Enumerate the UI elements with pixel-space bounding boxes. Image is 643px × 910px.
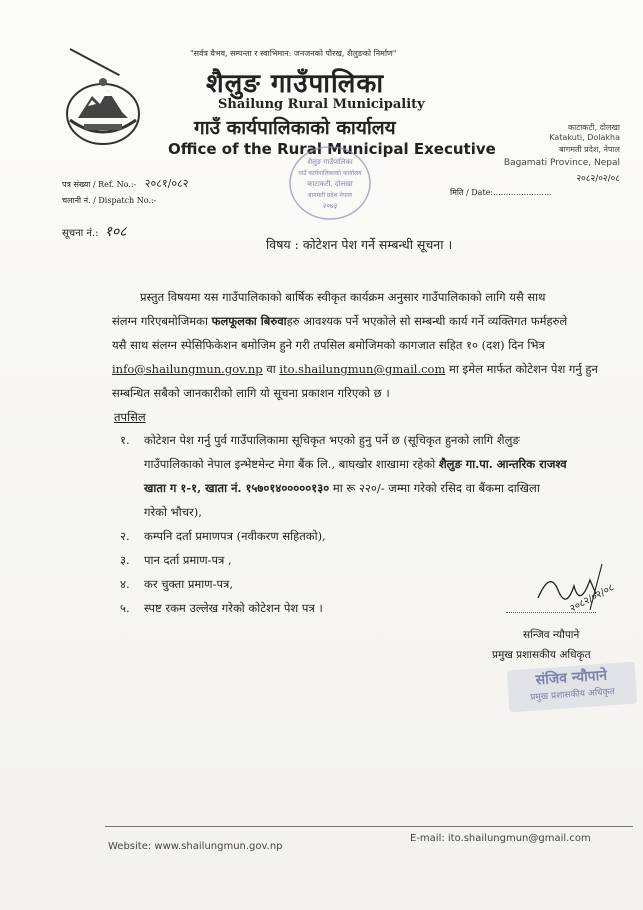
- dispatch-label: चलानी नं. / Dispatch No.:-: [62, 196, 157, 205]
- body-line-5: सम्बन्धित सबैको जानकारीको लागि यो सूचना प्रकाशन गरिएको छ ।: [112, 386, 390, 400]
- corner-mark: [70, 48, 120, 76]
- list-item: ४. कर चुक्ता प्रमाण-पत्र,: [120, 577, 233, 591]
- municipality-name-en: Shailung Rural Municipality: [218, 97, 425, 112]
- nepal-emblem-icon: [62, 74, 144, 148]
- office-name-np: गाउँ कार्यपालिकाको कार्यालय: [194, 117, 396, 139]
- notice-body: [112, 285, 632, 405]
- address-en: Katakuti, Dolakha: [549, 133, 620, 142]
- footer-divider: [105, 826, 633, 827]
- date-label: मिति / Date:.......................: [450, 188, 552, 197]
- footer-email[interactable]: E-mail: ito.shailungmun@gmail.com: [410, 833, 591, 844]
- signature-scrawl: [530, 560, 630, 620]
- list-item: १. कोटेशन पेश गर्नु पुर्व गाउँपालिकामा सूचिकृत भएको हुनु पर्ने छ (सूचिकृत हुनको लागि शैलुङ गाउँपालिकाको नेपाल इन्भेष्टमेन्ट मेगा बैंक लि., बाघखोर शाखामा रहेको शैलुङ गा.पा. आन्तरिक राजश्व खाता ग १-१, खाता नं. १५७०१४०००००१३० मा रू २२०/- जम्मा गरेको रसिद वा बैंकमा दाखिला गरेको भौचर),: [120, 433, 567, 519]
- municipality-name-np: शैलुङ गाउँपालिका: [206, 69, 385, 99]
- body-line-4: info@shailungmun.gov.np वा ito.shailungmun@gmail.com मा इमेल मार्फत कोटेशन पेश गर्नु हुन: [112, 362, 598, 376]
- notice-number-label: सूचना नं.:: [62, 228, 99, 239]
- list-item: २. कम्पनि दर्ता प्रमाणपत्र (नवीकरण सहितको),: [120, 529, 326, 543]
- stamp-line4: बागमती प्रदेश नेपाल: [308, 192, 352, 199]
- motto: "सर्वत्र वैभव, सम्पन्ता र स्वाभिमान: जनजनको पौरख, शैलुङको निर्माण": [190, 49, 397, 58]
- notice-number: [62, 222, 127, 241]
- signatory-name: सन्जिव न्यौपाने: [523, 629, 580, 641]
- stamp-line2: गाउँ कार्यपालिकाको कार्यालय: [298, 170, 362, 177]
- signature-stamp-name: संजिव न्यौपाने: [535, 667, 608, 689]
- body-line-3: यसै साथ संलग्न स्पेसिफिकेशन बमोजिम हुने गरी तपसिल बमोजिमको कागजात सहित १० (दश) दिन भित्र: [112, 338, 545, 352]
- notice-subject: विषय : कोटेशन पेश गर्ने सम्बन्धी सूचना ।: [266, 237, 453, 252]
- stamp-year: २०७३: [322, 202, 338, 210]
- province-np: बागमती प्रदेश, नेपाल: [559, 145, 620, 154]
- header-date-handwritten: २०८२/०२/०८: [576, 174, 620, 184]
- body-line-1: प्रस्तुत विषयमा यस गाउँपालिकाको बार्षिक स्वीकृत कार्यक्रम अनुसार गाउँपालिकाको लागि यसै साथ: [140, 290, 546, 304]
- email-link-ito[interactable]: ito.shailungmun@gmail.com: [279, 362, 446, 376]
- notice-number-value: १०८: [104, 224, 127, 240]
- stamp-line1: शैलुङ गाउँपालिका: [307, 158, 353, 166]
- office-stamp: [284, 142, 376, 224]
- signatory-post: प्रमुख प्रशासकीय अधिकृत: [492, 649, 591, 661]
- signature-line: [506, 612, 596, 613]
- signature-stamp-post: प्रमुख प्रशासकीय अधिकृत: [530, 687, 616, 703]
- body-line-2: संलग्न गरिएबमोजिमका फलफूलका बिरुवाहरु आवश्यक पर्ने भएकोले सो सम्बन्धी कार्य गर्ने व्यक्तिगत फर्महरुले: [112, 314, 568, 328]
- address-np: काटाकटी, दोलखा: [567, 123, 620, 132]
- list-item: ३. पान दर्ता प्रमाण-पत्र ,: [120, 553, 232, 567]
- item-fruit-saplings: फलफूलका बिरुवा: [211, 314, 287, 328]
- signature-stamp: [507, 662, 638, 713]
- list-item: ५. स्पष्ट रकम उल्लेख गरेको कोटेशन पेश पत्र ।: [120, 601, 323, 615]
- stamp-line3: काटाकटी, दोलखा: [307, 180, 353, 188]
- province-en: Bagamati Province, Nepal: [503, 158, 620, 168]
- office-name-en: Office of the Rural Municipal Executive: [168, 140, 496, 158]
- ref-label: पत्र संख्या / Ref. No.:-: [62, 180, 137, 189]
- ref-value: २०८१/०८२: [144, 177, 189, 190]
- tapsil-heading: तपसिल: [114, 410, 146, 424]
- signature-date: २०८२/०२/०८: [568, 582, 617, 615]
- ref-number: [62, 176, 189, 191]
- footer-website[interactable]: Website: www.shailungmun.gov.np: [108, 841, 283, 852]
- email-link-info[interactable]: info@shailungmun.gov.np: [112, 362, 263, 376]
